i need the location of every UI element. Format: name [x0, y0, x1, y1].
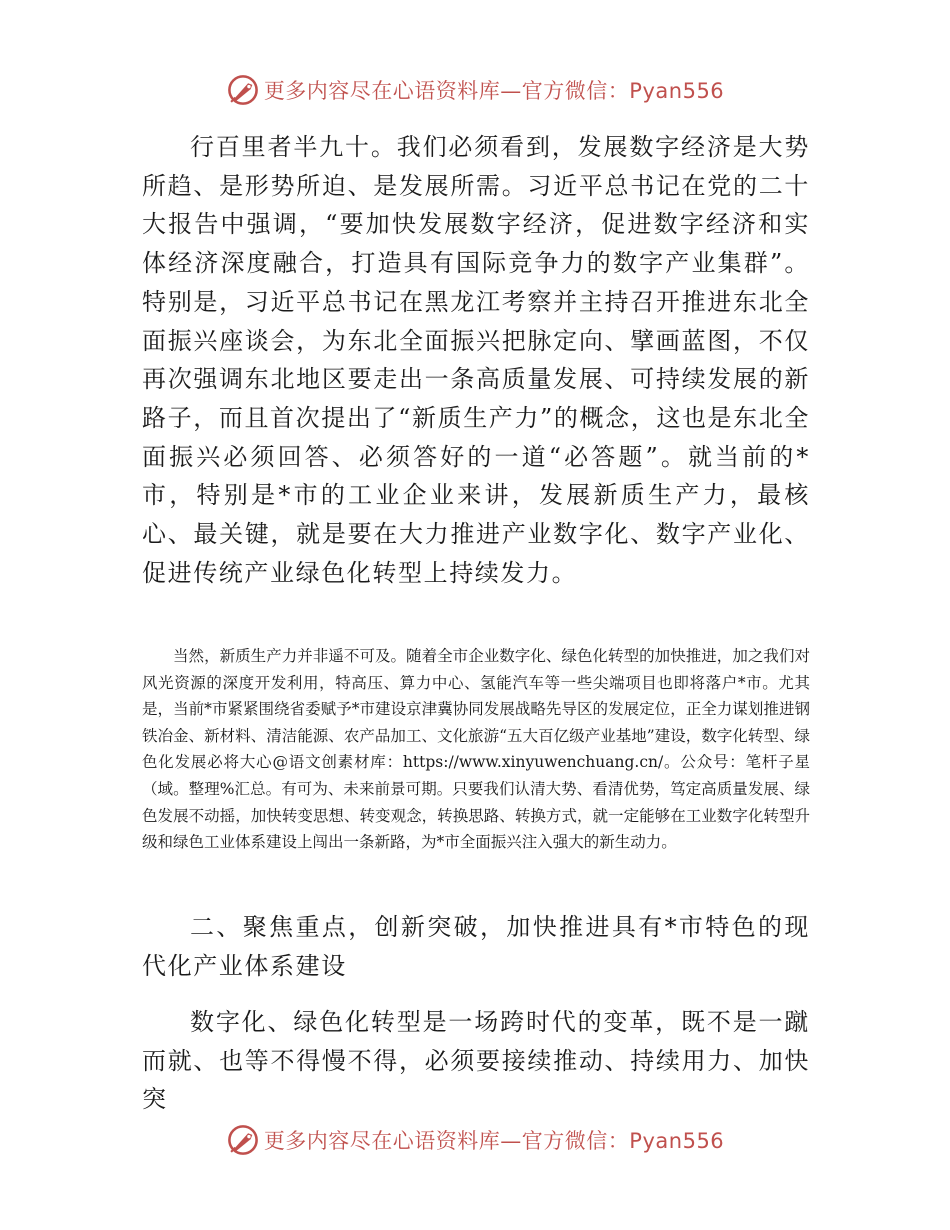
pen-nib-logo-icon: [226, 73, 260, 107]
section-heading: 二、聚焦重点，创新突破，加快推进具有*市特色的现代化产业体系建设: [142, 913, 810, 980]
header-banner-text: 更多内容尽在心语资料库—官方微信：Pyan556: [263, 79, 725, 103]
footer-banner-text: 更多内容尽在心语资料库—官方微信：Pyan556: [263, 1129, 725, 1153]
body-paragraph-2: 当然，新质生产力并非遥不可及。随着全市企业数字化、绿色化转型的加快推进，加之我们对风光资源的深度开发利用，特高压、算力中心、氢能汽车等一些尖端项目也即将落户*市。尤其是，当前*市紧紧围绕省委赋予*市建设京津冀协同发展战略先导区的发展定位，正全力谋划推进钢铁冶金、新材料、清洁能源、农产品加工、文化旅游“五大百亿级产业基地”建设，数字化转型、绿色化发展必将大心@语文创素材库：https://www.xinyuwenchuang.cn/。公众号：笔杆子星（域。整理%汇总。有可为、未来前景可期。只要我们认清大势、看清优势，笃定高质量发展、绿色发展不动摇，加快转变思想、转变观念，转换思路、转换方式，就一定能够在工业数字化转型升级和绿色工业体系建设上闯出一条新路，为*市全面振兴注入强大的新生动力。: [142, 647, 810, 852]
body-paragraph-3: 数字化、绿色化转型是一场跨时代的变革，既不是一蹴而就、也等不得慢不得，必须要接续推动、持续用力、加快突: [142, 1008, 810, 1114]
footer-banner: [0, 1120, 950, 1160]
pen-nib-logo-icon: [226, 1123, 260, 1157]
header-banner: [0, 70, 950, 110]
body-paragraph-1: 行百里者半九十。我们必须看到，发展数字经济是大势所趋、是形势所迫、是发展所需。习近平总书记在党的二十大报告中强调，“要加快发展数字经济，促进数字经济和实体经济深度融合，打造具有国际竞争力的数字产业集群”。特别是，习近平总书记在黑龙江考察并主持召开推进东北全面振兴座谈会，为东北全面振兴把脉定向、擘画蓝图，不仅再次强调东北地区要走出一条高质量发展、可持续发展的新路子，而且首次提出了“新质生产力”的概念，这也是东北全面振兴必须回答、必须答好的一道“必答题”。就当前的*市，特别是*市的工业企业来讲，发展新质生产力，最核心、最关键，就是要在大力推进产业数字化、数字产业化、促进传统产业绿色化转型上持续发力。: [142, 133, 810, 587]
